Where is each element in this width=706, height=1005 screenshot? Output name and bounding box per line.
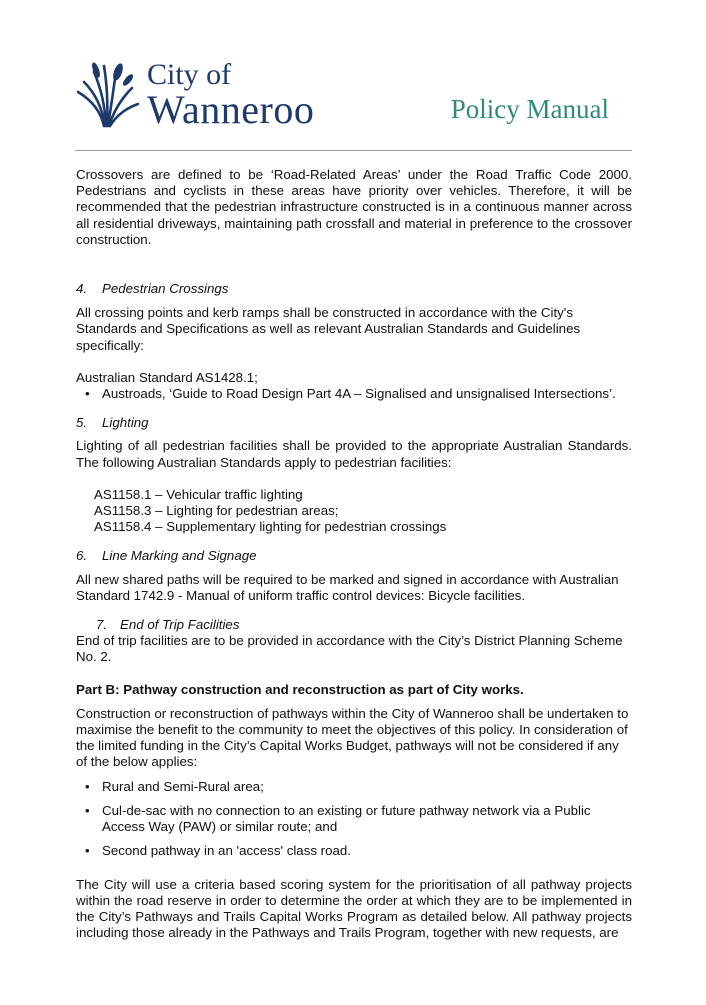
section-7-heading — [76, 617, 632, 633]
section-4-body: All crossing points and kerb ramps shall be constructed in accordance with the City's Standards and Specifications as well as relevant Australian Standards and Guidelines specifically: — [76, 305, 581, 353]
part-b-exclusions-list — [76, 779, 632, 860]
grass-tree-logo-icon — [74, 62, 142, 128]
section-number: 7. — [96, 617, 108, 633]
section-5-body: Lighting of all pedestrian facilities shall be provided to the appropriate Australian Standards. The following Australian Standards apply to pedestrian facilities: — [76, 438, 632, 470]
lighting-standards-list — [76, 487, 632, 536]
list-item: AS1158.3 – Lighting for pedestrian areas; — [94, 503, 339, 519]
list-item: • Austroads, ‘Guide to Road Design Part 4A – Signalised and unsignalised Intersections’. — [76, 386, 632, 402]
section-title: End of Trip Facilities — [120, 617, 240, 633]
list-item: • Cul-de-sac with no connection to an existing or future pathway network via a Public Access Way (PAW) or similar route; and — [76, 803, 632, 835]
part-b-body: Construction or reconstruction of pathways within the City of Wanneroo shall be undertaken to maximise the benefit to the community to meet the objectives of this policy. In consideration of the limited funding in the City’s Capital Works Budget, pathways will not be considered if any of the below applies: — [76, 705, 629, 770]
part-b-closing-paragraph: The City will use a criteria based scoring system for the prioritisation of all pathway projects within the road reserve in order to determine the order at which they are to be implemented in the City’s Pathways and Trails Capital Works Program as detailed below. All pathway projects including those already in the Pathways and Trails Program, together with new requests, are — [76, 876, 632, 941]
section-title: Pedestrian Crossings — [102, 281, 229, 297]
policy-manual-title: Policy Manual — [450, 94, 609, 124]
logo-text-wanneroo: Wanneroo — [147, 87, 315, 132]
section-7-body: End of trip facilities are to be provided in accordance with the City’s District Planning Scheme No. 2. — [76, 633, 623, 665]
part-b-heading: Part B: Pathway construction and reconstruction as part of City works. — [76, 681, 524, 697]
intro-paragraph: Crossovers are defined to be ‘Road-Related Areas’ under the Road Traffic Code 2000. Pedestrians and cyclists in these areas have priority over vehicles. Therefore, it will be recommended that the pedestrian infrastructure constructed is in a continuous manner across all residential driveways, maintaining path crossfall and material in preference to the crossover construction. — [76, 167, 632, 247]
document-body — [76, 167, 632, 941]
city-logo — [74, 60, 324, 135]
section-4-standard: Australian Standard AS1428.1; — [76, 369, 258, 385]
section-5-heading — [76, 415, 632, 431]
list-item: AS1158.4 – Supplementary lighting for pedestrian crossings — [94, 519, 447, 535]
section-title: Lighting — [102, 415, 149, 431]
section-4-heading — [76, 281, 632, 297]
section-6-body: All new shared paths will be required to be marked and signed in accordance with Australian Standard 1742.9 - Manual of uniform traffic control devices: Bicycle facilities. — [76, 571, 619, 603]
list-item: • Rural and Semi-Rural area; — [76, 779, 632, 795]
section-number: 5. — [76, 415, 88, 431]
section-6-heading — [76, 548, 632, 564]
section-title: Line Marking and Signage — [102, 548, 257, 564]
section-number: 6. — [76, 548, 88, 564]
header-divider — [75, 150, 632, 151]
list-item: • Second pathway in an 'access' class road. — [76, 843, 632, 859]
section-number: 4. — [76, 281, 88, 297]
list-item: AS1158.1 – Vehicular traffic lighting — [94, 486, 303, 502]
section-4-list — [76, 386, 632, 402]
logo-text-city-of: City of — [147, 58, 232, 91]
